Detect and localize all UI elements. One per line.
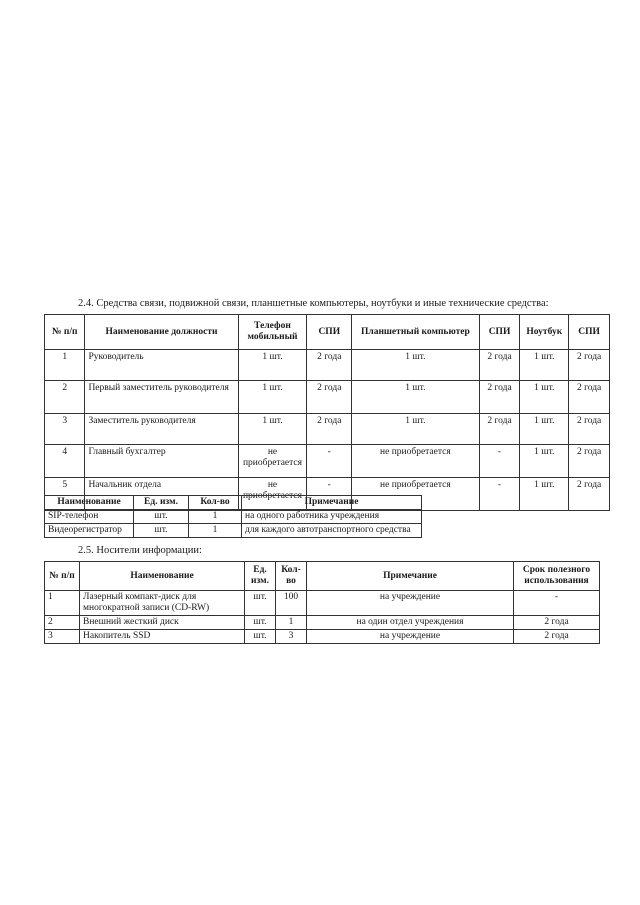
cell: Накопитель SSD (80, 629, 245, 643)
cell: 1 (189, 510, 242, 524)
cell: 2 года (479, 381, 520, 414)
cell: Руководитель (85, 350, 238, 381)
cell: 2 года (569, 445, 610, 478)
section-2-4-heading: 2.4. Средства связи, подвижной связи, планшетные компьютеры, ноутбуки и иные технические средства: (78, 298, 549, 309)
col-service-life-header: Срок полезного использования (514, 562, 600, 591)
cell: шт. (134, 510, 189, 524)
storage-media-table (44, 561, 600, 644)
col-mobile-header: Телефон мобильный (238, 315, 307, 350)
cell: 2 года (479, 414, 520, 445)
cell: 1 шт. (238, 381, 307, 414)
cell: 1 (276, 615, 307, 629)
cell: шт. (245, 615, 276, 629)
cell: - (307, 478, 352, 511)
table-row (45, 510, 422, 524)
col-laptop-header: Ноутбук (520, 315, 569, 350)
cell: шт. (245, 629, 276, 643)
cell: 2 года (569, 478, 610, 511)
cell: на одного работника учреждения (242, 510, 422, 524)
cell: Начальник отдела (85, 478, 238, 511)
table-row (45, 414, 610, 445)
cell: 3 (45, 414, 85, 445)
table-row (45, 524, 422, 538)
col-tablet-header: Планшетный компьютер (352, 315, 480, 350)
cell: 2 (45, 615, 80, 629)
cell: 100 (276, 591, 307, 616)
col-position-header: Наименование должности (85, 315, 238, 350)
cell: 2 года (569, 414, 610, 445)
table-row (45, 350, 610, 381)
col-number-header: № п/п (45, 315, 85, 350)
cell: 3 (45, 629, 80, 643)
cell: Первый заместитель руководителя (85, 381, 238, 414)
cell: 1 шт. (238, 414, 307, 445)
cell: 1 шт. (520, 350, 569, 381)
col-spi-header: СПИ (307, 315, 352, 350)
cell: шт. (245, 591, 276, 616)
communication-devices-table (44, 314, 610, 511)
cell: 1 шт. (238, 350, 307, 381)
cell: для каждого автотранспортного средства (242, 524, 422, 538)
cell: не приобретается (238, 478, 307, 511)
cell: Лазерный компакт-диск для многократной записи (CD-RW) (80, 591, 245, 616)
cell: 1 шт. (520, 381, 569, 414)
cell: - (479, 478, 520, 511)
cell: - (479, 445, 520, 478)
cell: 2 (45, 381, 85, 414)
cell: на учреждение (307, 591, 514, 616)
cell: - (307, 445, 352, 478)
cell: Главный бухгалтер (85, 445, 238, 478)
table-row (45, 445, 610, 478)
cell: 1 шт. (520, 445, 569, 478)
col-unit-header: Ед. изм. (134, 496, 189, 510)
table-row (45, 615, 600, 629)
cell: Внешний жесткий диск (80, 615, 245, 629)
col-spi-header: СПИ (569, 315, 610, 350)
additional-devices-table (44, 495, 422, 538)
cell: на учреждение (307, 629, 514, 643)
cell: 1 (45, 350, 85, 381)
cell: 2 года (569, 350, 610, 381)
table-row (45, 381, 610, 414)
cell: не приобретается (238, 445, 307, 478)
col-number-header: № п/п (45, 562, 80, 591)
table-row (45, 629, 600, 643)
cell: Видеорегистратор (45, 524, 134, 538)
col-qty-header: Кол-во (276, 562, 307, 591)
cell: 2 года (307, 414, 352, 445)
cell: 1 (189, 524, 242, 538)
table-row (45, 591, 600, 616)
cell: 1 (45, 591, 80, 616)
cell: 2 года (307, 350, 352, 381)
cell: 1 шт. (352, 381, 480, 414)
col-qty-header: Кол-во (189, 496, 242, 510)
cell: 3 (276, 629, 307, 643)
cell: 2 года (479, 350, 520, 381)
table-header-row (45, 562, 600, 591)
col-name-header: Наименование (80, 562, 245, 591)
cell: не приобретается (352, 478, 480, 511)
cell: 2 года (514, 615, 600, 629)
cell: SIP-телефон (45, 510, 134, 524)
cell: 1 шт. (352, 350, 480, 381)
col-note-header: Примечание (242, 496, 422, 510)
table-header-row (45, 315, 610, 350)
cell: Заместитель руководителя (85, 414, 238, 445)
cell: не приобретается (352, 445, 480, 478)
cell: 1 шт. (352, 414, 480, 445)
cell: 4 (45, 445, 85, 478)
cell: - (514, 591, 600, 616)
cell: 2 года (307, 381, 352, 414)
cell: 5 (45, 478, 85, 511)
col-note-header: Примечание (307, 562, 514, 591)
cell: шт. (134, 524, 189, 538)
cell: 1 шт. (520, 478, 569, 511)
section-2-5-heading: 2.5. Носители информации: (78, 545, 202, 556)
col-name-header: Наименование (45, 496, 134, 510)
col-spi-header: СПИ (479, 315, 520, 350)
col-unit-header: Ед. изм. (245, 562, 276, 591)
table-header-row (45, 496, 422, 510)
cell: 1 шт. (520, 414, 569, 445)
cell: на один отдел учреждения (307, 615, 514, 629)
cell: 2 года (569, 381, 610, 414)
cell: 2 года (514, 629, 600, 643)
